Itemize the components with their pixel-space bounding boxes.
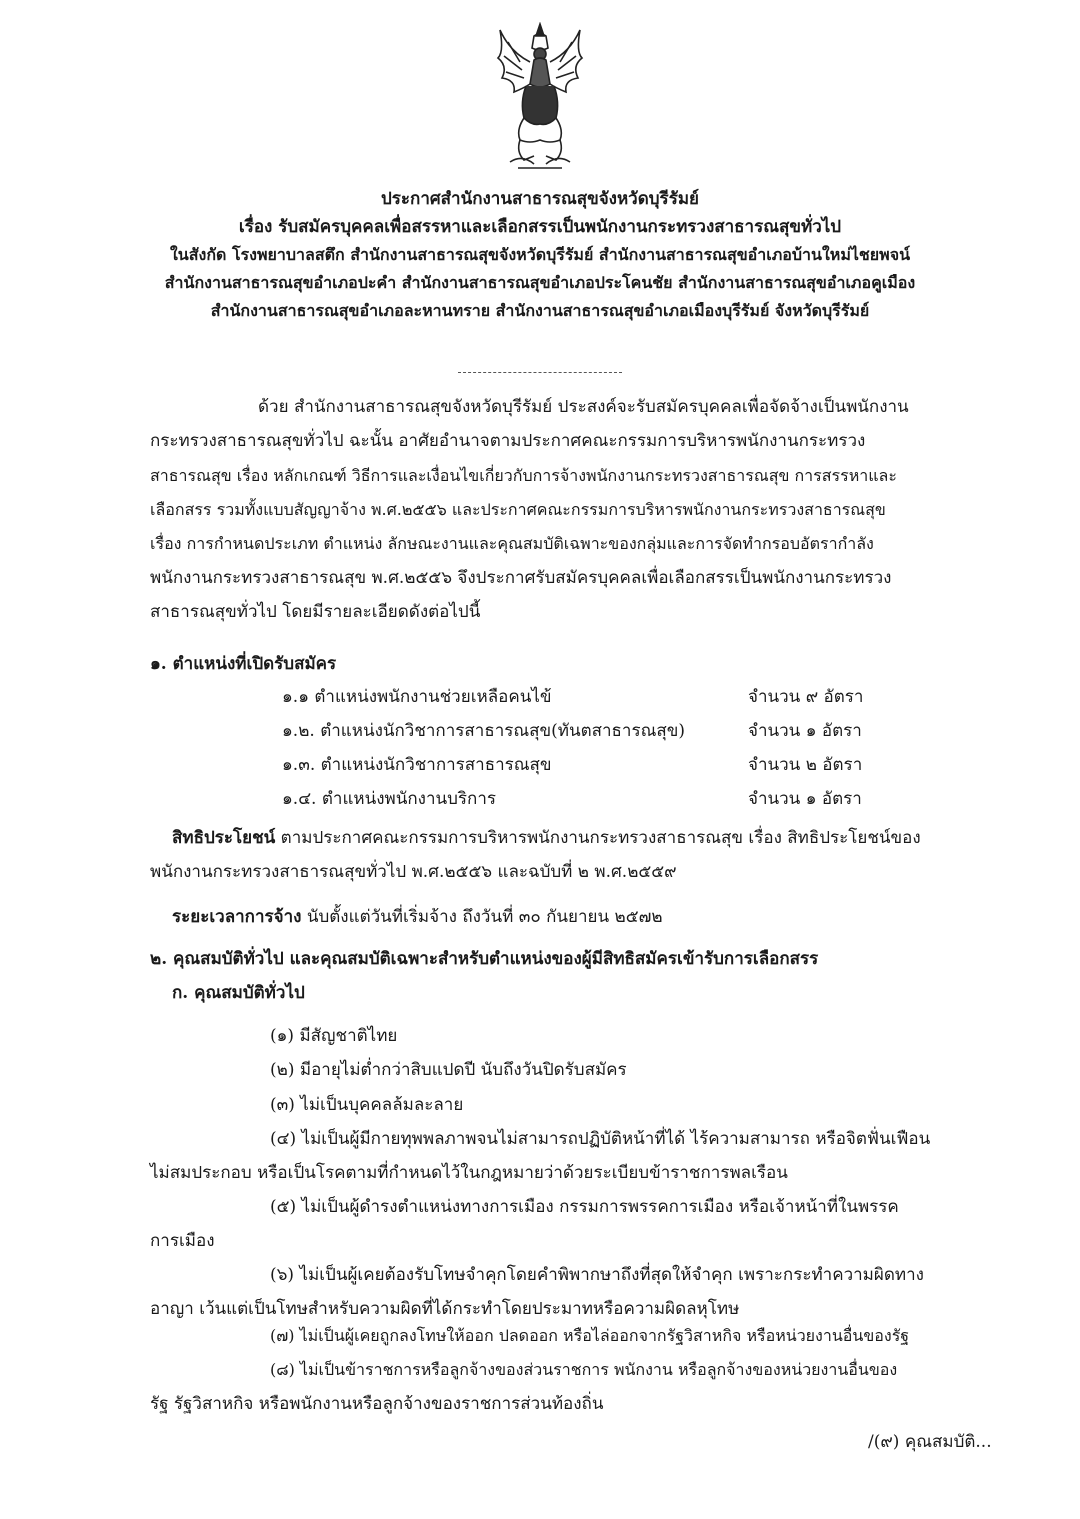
position-name: ๑.๓. ตำแหน่งนักวิชาการสาธารณสุข [282, 755, 552, 775]
announcement-affiliation-line1: ในสังกัด โรงพยาบาลสตึก สำนักงานสาธารณสุขจังหวัดบุรีรัมย์ สำนักงานสาธารณสุขอำเภอบ้านใหม่ไชยพจน์ [169, 245, 911, 264]
benefit-line [172, 824, 921, 852]
period-label: ระยะเวลาการจ้าง [172, 907, 302, 927]
intro-line: พนักงานกระทรวงสาธารณสุข พ.ศ.๒๕๕๖ จึงประกาศรับสมัครบุคคลเพื่อเลือกสรรเป็นพนักงานกระทรวง [150, 568, 892, 588]
intro-line: เลือกสรร รวมทั้งแบบสัญญาจ้าง พ.ศ.๒๕๕๖ และประกาศคณะกรรมการบริหารพนักงานกระทรวงสาธารณสุข [150, 500, 886, 519]
qualification-item: (๓) ไม่เป็นบุคคลล้มละลาย [270, 1095, 464, 1115]
qualification-item: (๖) ไม่เป็นผู้เคยต้องรับโทษจำคุกโดยคำพิพากษาถึงที่สุดให้จำคุก เพราะกระทำความผิดทาง [270, 1265, 924, 1285]
announcement-issuer: ประกาศสำนักงานสาธารณสุขจังหวัดบุรีรัมย์ [380, 189, 699, 209]
qualification-item: (๒) มีอายุไม่ต่ำกว่าสิบแปดปี นับถึงวันปิดรับสมัคร [270, 1060, 627, 1080]
benefit-label: สิทธิประโยชน์ [172, 828, 276, 848]
position-name: ๑.๔. ตำแหน่งพนักงานบริการ [282, 789, 497, 809]
position-count: จำนวน ๙ อัตรา [748, 687, 864, 707]
qualification-item-cont: อาญา เว้นแต่เป็นโทษสำหรับความผิดที่ได้กระทำโดยประมาทหรือความผิดลหุโทษ [150, 1299, 740, 1319]
qualification-item-cont: ไม่สมประกอบ หรือเป็นโรคตามที่กำหนดไว้ในกฎหมายว่าด้วยระเบียบข้าราชการพลเรือน [150, 1163, 788, 1183]
benefit-text: ตามประกาศคณะกรรมการบริหารพนักงานกระทรวงสาธารณสุข เรื่อง สิทธิประโยชน์ของ [275, 828, 921, 848]
continued-marker: /(๙) คุณสมบัติ... [868, 1432, 992, 1452]
intro-line: กระทรวงสาธารณสุขทั่วไป ฉะนั้น อาศัยอำนาจตามประกาศคณะกรรมการบริหารพนักงานกระทรวง [150, 431, 866, 451]
section2-heading: ๒. คุณสมบัติทั่วไป และคุณสมบัติเฉพาะสำหรับตำแหน่งของผู้มีสิทธิสมัครเข้ารับการเลือกสรร [150, 949, 819, 969]
announcement-subject: เรื่อง รับสมัครบุคคลเพื่อสรรหาและเลือกสรรเป็นพนักงานกระทรวงสาธารณสุขทั่วไป [238, 217, 842, 237]
section1-heading: ๑. ตำแหน่งที่เปิดรับสมัคร [150, 654, 337, 674]
qualification-item: (๑) มีสัญชาติไทย [270, 1026, 398, 1046]
employment-period [172, 903, 663, 931]
qualification-item-cont: การเมือง [150, 1231, 215, 1251]
intro-line: เรื่อง การกำหนดประเภท ตำแหน่ง ลักษณะงานและคุณสมบัติเฉพาะของกลุ่มและการจัดทำกรอบอัตรากำลัง [150, 534, 874, 553]
qualification-item: (๔) ไม่เป็นผู้มีกายทุพพลภาพจนไม่สามารถปฏิบัติหน้าที่ได้ ไร้ความสามารถ หรือจิตฟั่นเฟือน [270, 1129, 931, 1149]
announcement-affiliation-line2: สำนักงานสาธารณสุขอำเภอปะคำ สำนักงานสาธารณสุขอำเภอประโคนชัย สำนักงานสาธารณสุขอำเภอคูเมือง [164, 273, 916, 292]
header-divider [458, 372, 622, 373]
position-count: จำนวน ๑ อัตรา [748, 721, 862, 741]
position-count: จำนวน ๒ อัตรา [748, 755, 863, 775]
section2-subheading: ก. คุณสมบัติทั่วไป [172, 983, 305, 1003]
announcement-affiliation-line3: สำนักงานสาธารณสุขอำเภอละหานทราย สำนักงานสาธารณสุขอำเภอเมืองบุรีรัมย์ จังหวัดบุรีรัมย์ [210, 301, 870, 320]
benefit-line-2: พนักงานกระทรวงสาธารณสุขทั่วไป พ.ศ.๒๕๕๖ และฉบับที่ ๒ พ.ศ.๒๕๕๙ [150, 862, 677, 882]
qualification-item: (๗) ไม่เป็นผู้เคยถูกลงโทษให้ออก ปลดออก หรือไล่ออกจากรัฐวิสาหกิจ หรือหน่วยงานอื่นของรัฐ [270, 1326, 910, 1345]
position-count: จำนวน ๑ อัตรา [748, 789, 862, 809]
position-name: ๑.๒. ตำแหน่งนักวิชาการสาธารณสุข(ทันตสาธารณสุข) [282, 721, 686, 741]
garuda-emblem-icon [490, 22, 590, 172]
qualification-item: (๕) ไม่เป็นผู้ดำรงตำแหน่งทางการเมือง กรรมการพรรคการเมือง หรือเจ้าหน้าที่ในพรรค [270, 1197, 899, 1217]
period-text: นับตั้งแต่วันที่เริ่มจ้าง ถึงวันที่ ๓๐ กันยายน ๒๕๗๒ [301, 907, 663, 927]
intro-line: สาธารณสุข เรื่อง หลักเกณฑ์ วิธีการและเงื่อนไขเกี่ยวกับการจ้างพนักงานกระทรวงสาธารณสุข การสรรหาและ [150, 466, 897, 485]
qualification-item: (๘) ไม่เป็นข้าราชการหรือลูกจ้างของส่วนราชการ พนักงาน หรือลูกจ้างของหน่วยงานอื่นของ [270, 1360, 898, 1379]
intro-line: สาธารณสุขทั่วไป โดยมีรายละเอียดดังต่อไปนี้ [150, 602, 481, 622]
qualification-item-cont: รัฐ รัฐวิสาหกิจ หรือพนักงานหรือลูกจ้างของราชการส่วนท้องถิ่น [150, 1394, 604, 1414]
position-name: ๑.๑ ตำแหน่งพนักงานช่วยเหลือคนไข้ [282, 687, 552, 707]
intro-line: ด้วย สำนักงานสาธารณสุขจังหวัดบุรีรัมย์ ประสงค์จะรับสมัครบุคคลเพื่อจัดจ้างเป็นพนักงาน [258, 397, 909, 417]
